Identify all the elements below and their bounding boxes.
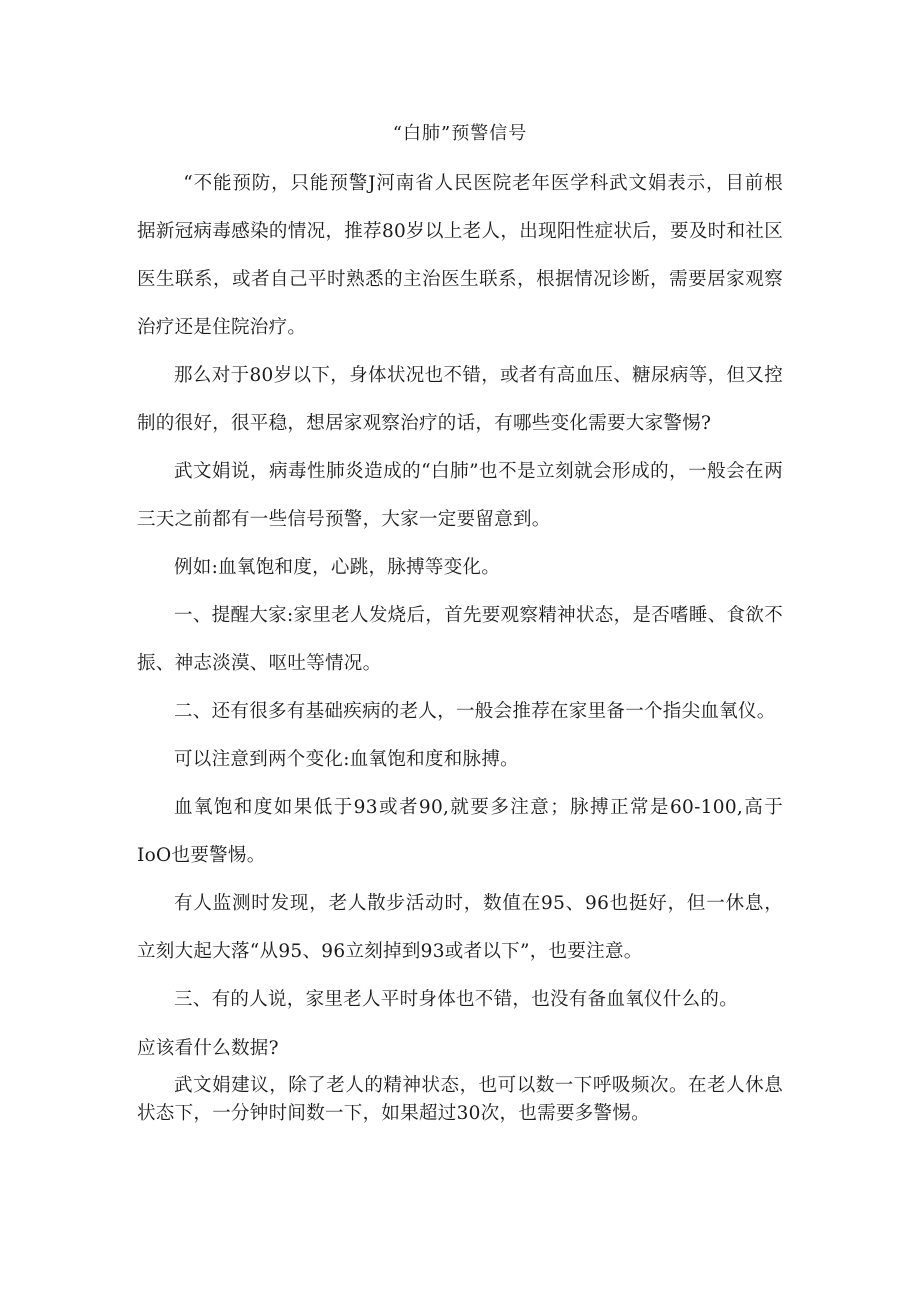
paragraph-12: 武文娟建议，除了老人的精神状态，也可以数一下呼吸频次。在老人休息状态下，一分钟时间数一下，如果超过30次，也需要多警惕。 <box>137 1075 783 1124</box>
paragraph-1: “不能预防，只能预警J河南省人民医院老年医学科武文娟表示，目前根据新冠病毒感染的情况，推荐80岁以上老人，出现阳性症状后，要及时和社区医生联系，或者自己平时熟悉的主治医生联系，根据情况诊断，需要居家观察治疗还是住院治疗。 <box>137 173 783 338</box>
paragraph-3: 武文娟说，病毒性肺炎造成的“白肺”也不是立刻就会形成的，一般会在两三天之前都有一些信号预警，大家一定要留意到。 <box>137 461 783 530</box>
paragraph-2: 那么对于80岁以下，身体状况也不错，或者有高血压、糖尿病等，但又控制的很好，很平稳，想居家观察治疗的话，有哪些变化需要大家警惕? <box>137 365 783 434</box>
paragraph-5: 一、提醒大家:家里老人发烧后，首先要观察精神状态，是否嗜睡、食欲不振、神志淡漠、呕吐等情况。 <box>137 605 783 674</box>
paragraph-7: 可以注意到两个变化:血氧饱和度和脉搏。 <box>174 749 519 770</box>
paragraph-11: 应该看什么数据? <box>137 1038 279 1059</box>
document-body <box>137 160 783 1128</box>
paragraph-8: 血氧饱和度如果低于93或者90,就要多注意；脉搏正常是60-100,高于IoO也要警惕。 <box>137 797 783 866</box>
paragraph-6: 二、还有很多有基础疾病的老人，一般会推荐在家里备一个指尖血氧仪。 <box>174 701 776 722</box>
document-title: “白肺”预警信号 <box>392 123 528 144</box>
paragraph-10: 三、有的人说，家里老人平时身体也不错，也没有备血氧仪什么的。 <box>174 989 739 1010</box>
paragraph-4: 例如:血氧饱和度，心跳，脉搏等变化。 <box>174 557 501 578</box>
paragraph-9: 有人监测时发现，老人散步活动时，数值在95、96也挺好，但一休息，立刻大起大落“从95、96立刻掉到93或者以下”，也要注意。 <box>137 893 783 962</box>
